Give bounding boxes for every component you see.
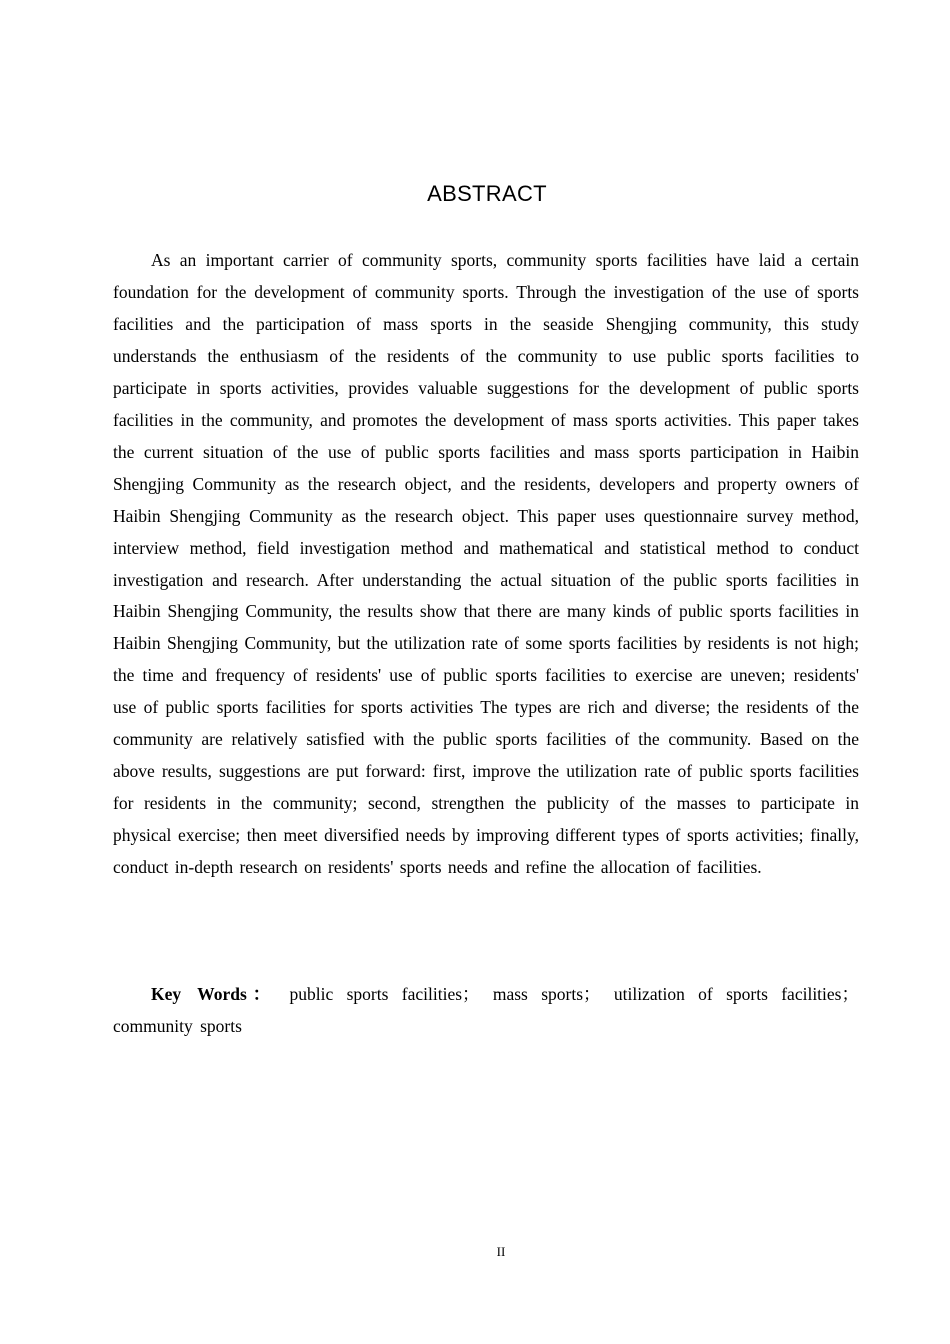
abstract-body: As an important carrier of community sports, community sports facilities have laid a certain foundation for the development of community sports. Through the investigation of the use of sports facilities and the participation of mass sports in the seaside Shengjing community, this study understands the enthusiasm of the residents of the community to use public sports facilities to participate in sports activities, provides valuable suggestions for the development of public sports facilities in the community, and promotes the development of mass sports activities. This paper takes the current situation of the use of public sports facilities and mass sports participation in Haibin Shengjing Community as the research object, and the residents, developers and property owners of Haibin Shengjing Community as the research object. This paper uses questionnaire survey method, interview method, field investigation method and mathematical and statistical method to conduct investigation and research. After understanding the actual situation of the public sports facilities in Haibin Shengjing Community, the results show that there are many kinds of public sports facilities in Haibin Shengjing Community, but the utilization rate of some sports facilities by residents is not high; the time and frequency of residents' use of public sports facilities to exercise are uneven; residents' use of public sports facilities for sports activities The types are rich and diverse; the residents of the community are relatively satisfied with the public sports facilities of the community. Based on the above results, suggestions are put forward: first, improve the utilization rate of public sports facilities for residents in the community; second, strengthen the publicity of the masses to participate in physical exercise; then meet diversified needs by improving different types of sports activities; finally, conduct in-depth research on residents' sports needs and refine the allocation of facilities. bbox=[113, 250, 859, 878]
page-number: II bbox=[496, 1244, 506, 1259]
keywords-list: public sports facilities； mass sports； utilization of sports facilities；community sports bbox=[113, 984, 859, 1036]
abstract-title: ABSTRACT bbox=[427, 181, 547, 206]
keywords-label: Key Words： bbox=[151, 984, 277, 1004]
keywords-paragraph bbox=[113, 979, 859, 1043]
